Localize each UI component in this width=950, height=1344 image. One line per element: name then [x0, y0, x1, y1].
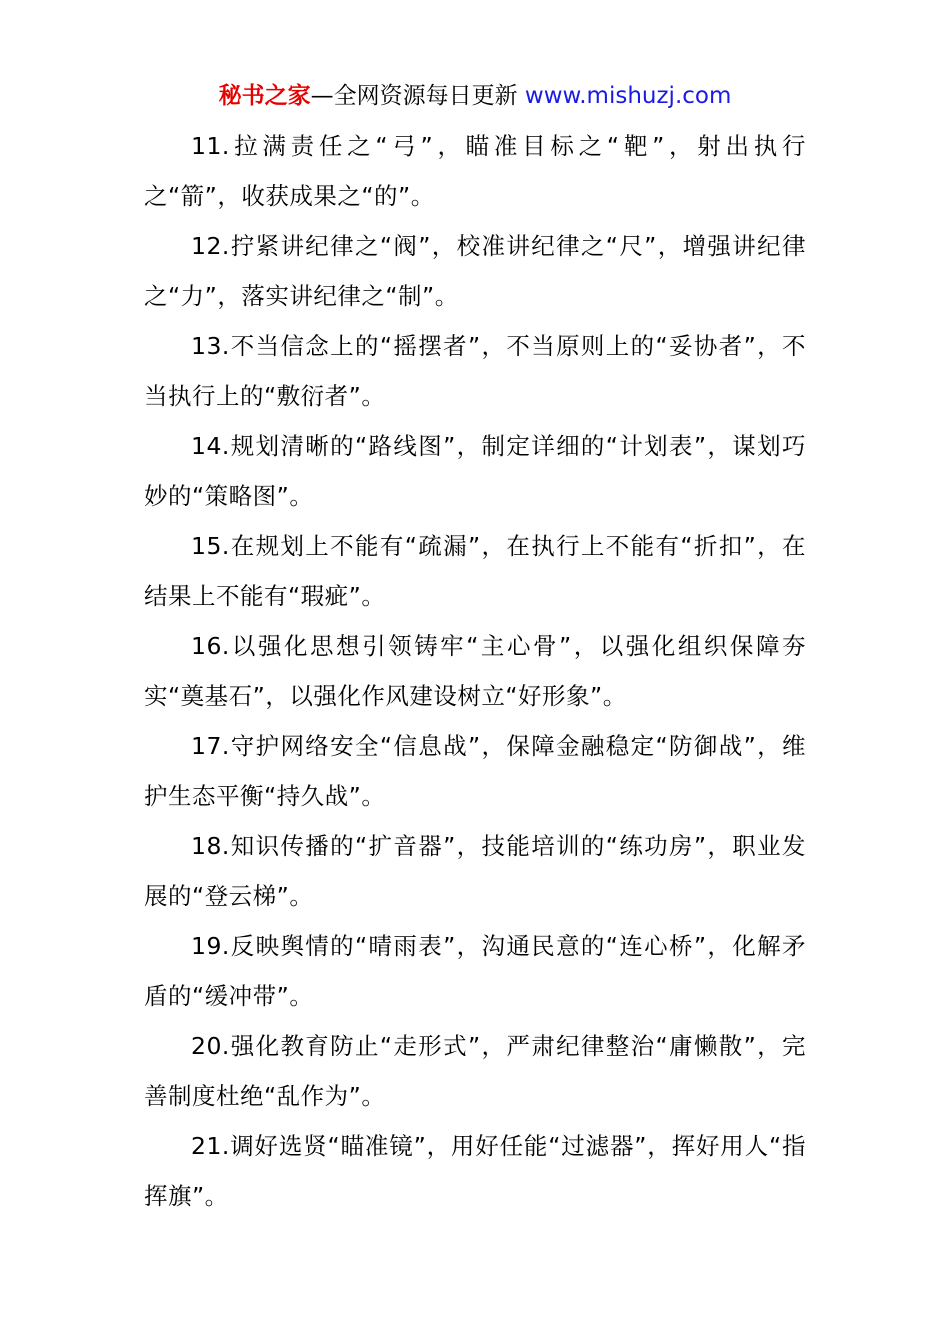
paragraph-15: 15.在规划上不能有“疏漏”，在执行上不能有“折扣”，在结果上不能有“瑕疵”。 — [144, 532, 806, 610]
page-header — [0, 80, 950, 112]
document-body — [144, 121, 806, 1221]
paragraph-20: 20.强化教育防止“走形式”，严肃纪律整治“庸懒散”，完善制度杜绝“乱作为”。 — [144, 1032, 806, 1110]
paragraph-11: 11.拉满责任之“弓”，瞄准目标之“靶”，射出执行之“箭”，收获成果之“的”。 — [144, 132, 806, 210]
paragraph-13: 13.不当信念上的“摇摆者”，不当原则上的“妥协者”，不当执行上的“敷衍者”。 — [144, 332, 806, 410]
site-url-link[interactable]: www.mishuzj.com — [524, 83, 732, 109]
paragraph-14: 14.规划清晰的“路线图”，制定详细的“计划表”，谋划巧妙的“策略图”。 — [144, 432, 806, 510]
paragraph-18: 18.知识传播的“扩音器”，技能培训的“练功房”，职业发展的“登云梯”。 — [144, 832, 806, 910]
paragraph-19: 19.反映舆情的“晴雨表”，沟通民意的“连心桥”，化解矛盾的“缓冲带”。 — [144, 932, 806, 1010]
paragraph-16: 16.以强化思想引领铸牢“主心骨”，以强化组织保障夯实“奠基石”，以强化作风建设树立“好形象”。 — [144, 632, 806, 710]
header-tagline: —全网资源每日更新 — [310, 83, 525, 109]
paragraph-21: 21.调好选贤“瞄准镜”，用好任能“过滤器”，挥好用人“指挥旗”。 — [144, 1132, 806, 1210]
brand-name: 秘书之家 — [218, 83, 311, 109]
paragraph-17: 17.守护网络安全“信息战”，保障金融稳定“防御战”，维护生态平衡“持久战”。 — [144, 732, 806, 810]
paragraph-12: 12.拧紧讲纪律之“阀”，校准讲纪律之“尺”，增强讲纪律之“力”，落实讲纪律之“制”。 — [144, 232, 806, 310]
